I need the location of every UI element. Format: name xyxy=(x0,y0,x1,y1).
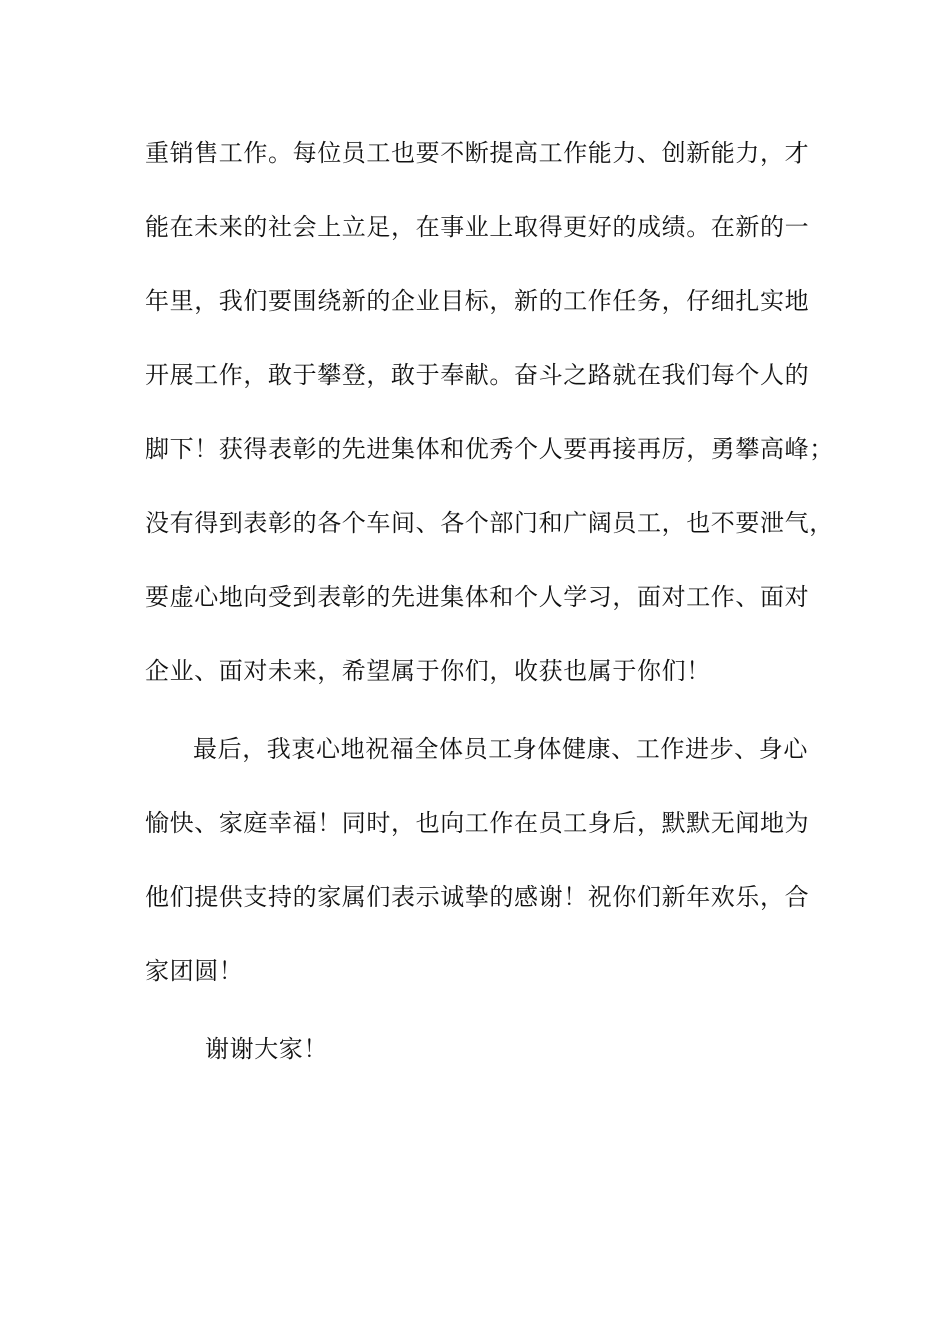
paragraph-2-line-2: 愉快、家庭幸福！同时，也向工作在员工身后，默默无闻地为 xyxy=(145,809,810,837)
paragraph-1-line-6: 没有得到表彰的各个车间、各个部门和广阔员工，也不要泄气， xyxy=(145,509,834,537)
paragraph-1-line-4: 开展工作，敢于攀登，敢于奉献。奋斗之路就在我们每个人的 xyxy=(145,361,810,389)
paragraph-1-line-8: 企业、面对未来，希望属于你们，收获也属于你们！ xyxy=(145,657,711,685)
closing-line: 谢谢大家！ xyxy=(205,1035,328,1063)
paragraph-2-line-3: 他们提供支持的家属们表示诚挚的感谢！祝你们新年欢乐，合 xyxy=(145,883,810,911)
paragraph-2-line-4: 家团圆！ xyxy=(145,957,244,985)
paragraph-1-line-5: 脚下！获得表彰的先进集体和优秀个人要再接再厉，勇攀高峰； xyxy=(145,435,834,463)
paragraph-2-line-1: 最后，我衷心地祝福全体员工身体健康、工作进步、身心 xyxy=(193,735,808,763)
paragraph-1-line-3: 年里，我们要围绕新的企业目标，新的工作任务，仔细扎实地 xyxy=(145,287,810,315)
paragraph-1-line-2: 能在未来的社会上立足，在事业上取得更好的成绩。在新的一 xyxy=(145,213,810,241)
paragraph-1-line-7: 要虚心地向受到表彰的先进集体和个人学习，面对工作、面对 xyxy=(145,583,810,611)
paragraph-1-line-1: 重销售工作。每位员工也要不断提高工作能力、创新能力，才 xyxy=(145,139,810,167)
